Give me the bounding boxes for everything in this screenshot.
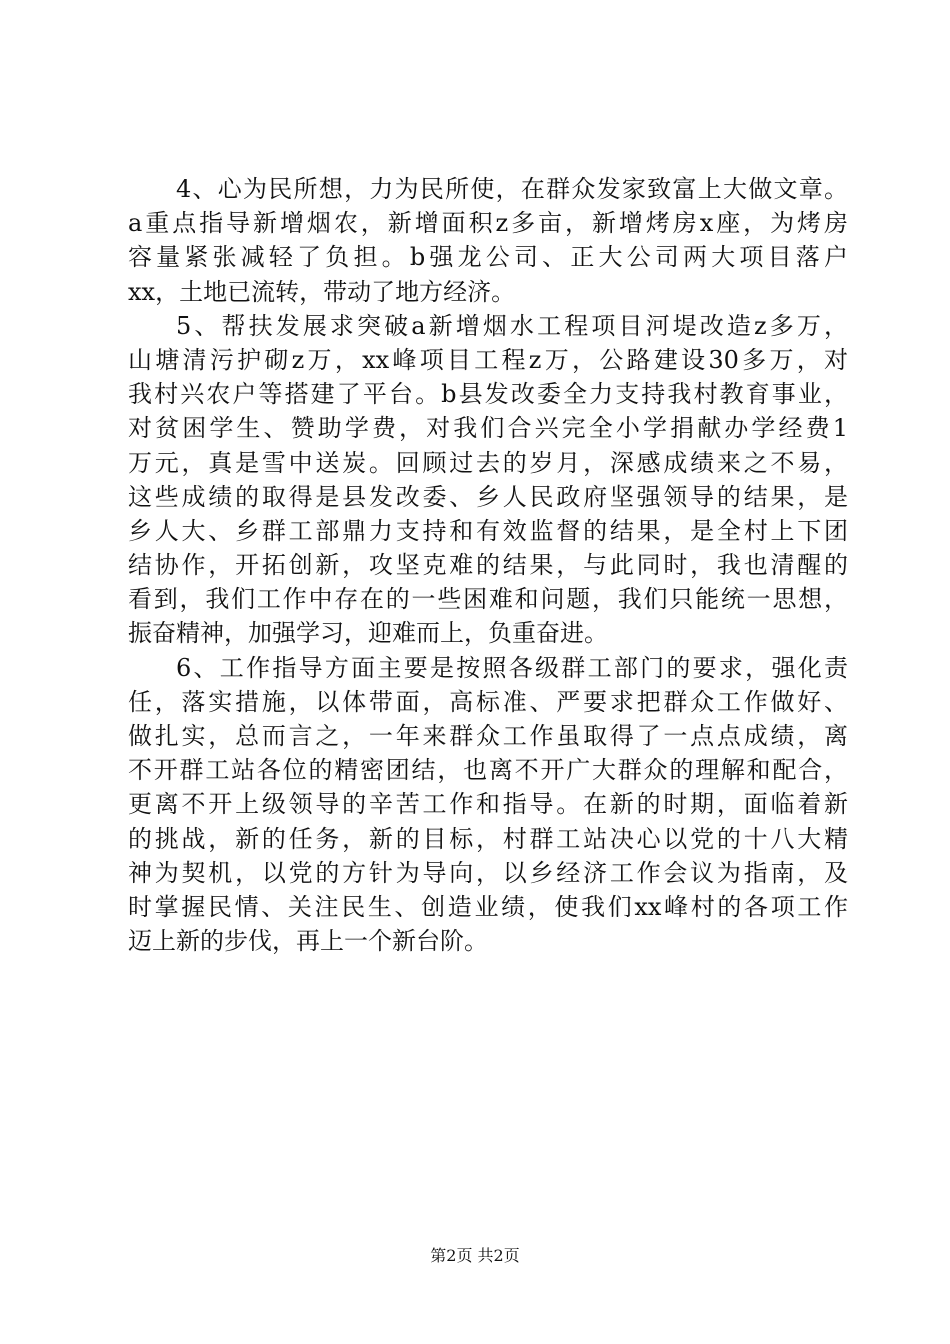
text-line: 5、帮扶发展求突破a新增烟水工程项目河堤改造z多万， [176, 311, 848, 340]
text-line: 时掌握民情、关注民生、创造业绩，使我们xx峰村的各项工作 [128, 892, 848, 921]
text-line: 结协作，开拓创新，攻坚克难的结果，与此同时，我也清醒的 [128, 551, 848, 580]
paragraph-4 [128, 172, 848, 309]
text-line: 看到，我们工作中存在的一些困难和问题，我们只能统一思想， [128, 585, 848, 614]
text-line: 振奋精神，加强学习，迎难而上，负重奋进。 [128, 619, 608, 648]
text-line: 迈上新的步伐，再上一个新台阶。 [128, 927, 488, 956]
text-line: 我村兴农户等搭建了平台。b县发改委全力支持我村教育事业， [128, 380, 848, 409]
text-line: 更离不开上级领导的辛苦工作和指导。在新的时期，面临着新 [128, 790, 848, 819]
paragraph-5 [128, 309, 848, 651]
text-line: a重点指导新增烟农，新增面积z多亩，新增烤房x座，为烤房 [128, 209, 848, 238]
text-line: 山塘清污护砌z万，xx峰项目工程z万，公路建设30多万，对 [128, 345, 848, 374]
text-line: 乡人大、乡群工部鼎力支持和有效监督的结果，是全村上下团 [128, 516, 848, 545]
paragraph-6 [128, 651, 848, 959]
text-line: 任，落实措施，以体带面，高标准、严要求把群众工作做好、 [128, 687, 848, 716]
text-line: 对贫困学生、赞助学费，对我们合兴完全小学捐献办学经费1 [128, 414, 848, 443]
text-line: 做扎实，总而言之，一年来群众工作虽取得了一点点成绩，离 [128, 722, 848, 750]
text-line: 不开群工站各位的精密团结，也离不开广大群众的理解和配合， [128, 756, 848, 785]
text-line: 4、心为民所想，力为民所使，在群众发家致富上大做文章。 [176, 175, 848, 203]
text-line: 容量紧张减轻了负担。b强龙公司、正大公司两大项目落户 [128, 243, 848, 272]
document-body [128, 172, 848, 958]
text-line: 万元，真是雪中送炭。回顾过去的岁月，深感成绩来之不易， [128, 448, 848, 477]
text-line: 神为契机，以党的方针为导向，以乡经济工作会议为指南，及 [128, 858, 848, 887]
text-line: 6、工作指导方面主要是按照各级群工部门的要求，强化责 [176, 653, 848, 682]
page-footer: 第2页 共2页 [430, 1246, 520, 1265]
text-line: xx，土地已流转，带动了地方经济。 [128, 277, 516, 306]
text-line: 的挑战，新的任务，新的目标，村群工站决心以党的十八大精 [128, 824, 848, 853]
text-line: 这些成绩的取得是县发改委、乡人民政府坚强领导的结果，是 [128, 482, 848, 511]
